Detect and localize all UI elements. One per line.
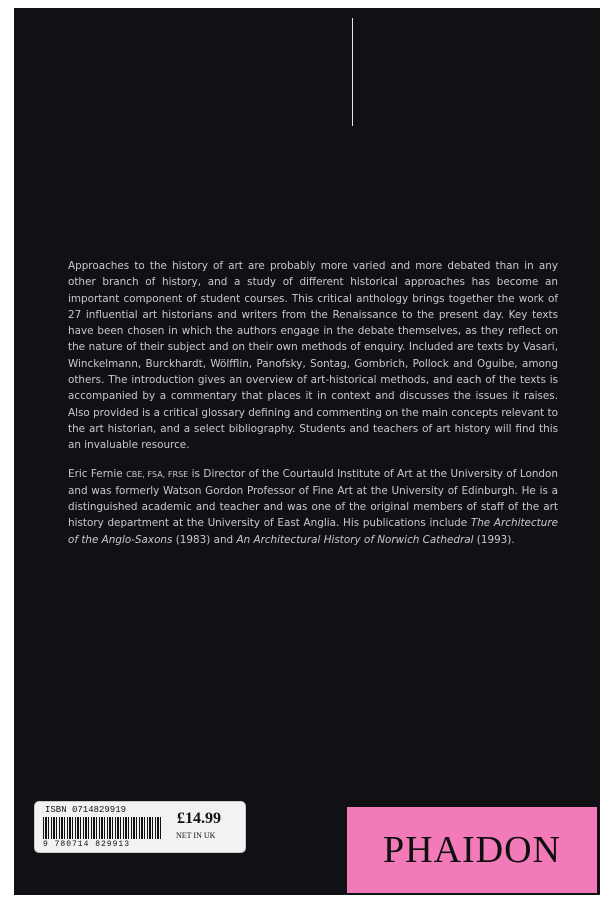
barcode xyxy=(43,817,163,839)
author-honours: CBE, FSA, FRSE xyxy=(126,469,189,479)
isbn-label: ISBN 0714829919 xyxy=(45,805,127,815)
author-bio: is Director of the Courtauld Institute of Art at the University of London and was formerly Watson Gordon Professor of Fine Art at the University of Edinburgh. He is a distinguished academic and teacher and was one of the original members of staff of the art history department at the University of East Anglia. His publications include xyxy=(68,467,558,530)
spine-line xyxy=(352,18,353,126)
publication-1: The Architecture of the Anglo-Saxons xyxy=(68,517,558,546)
blurb-text xyxy=(68,258,558,560)
publication-2-year: (1993). xyxy=(476,533,515,546)
publisher-name: PHAIDON xyxy=(383,829,561,871)
blurb-paragraph: Approaches to the history of art are probably more varied and more debated than in any other branch of history, and a study of different historical approaches has become an important component of student courses. This critical anthology brings together the work of 27 influential art historians and writers from the Renaissance to the present day. Key texts have been chosen in which the authors engage in the debate themselves, as they reflect on the nature of their subject and on their own methods of enquiry. Included are texts by Vasari, Winckelmann, Burckhardt, Wölfflin, Panofsky, Sontag, Gombrich, Pollock and Oguibe, among others. The introduction gives an overview of art-historical methods, and each of the texts is accompanied by a commentary that places it in context and discusses the issues it raises. Also provided is a critical glossary defining and commenting on the main concepts relevant to the art historian, and a select bibliography. Students and teachers of art history will find this an invaluable resource. xyxy=(68,260,558,452)
publisher-logo xyxy=(347,807,597,893)
net-label: NET IN UK xyxy=(176,831,216,840)
barcode-digits: 9 780714 829913 xyxy=(43,840,131,849)
author-paragraph xyxy=(68,466,558,548)
book-back-cover xyxy=(14,8,600,895)
publication-2: An Architectural History of Norwich Cathedral xyxy=(236,533,474,546)
price-label: £14.99 xyxy=(177,810,221,827)
publication-1-year: (1983) and xyxy=(175,533,234,546)
price-sticker xyxy=(34,801,246,853)
author-name: Eric Fernie xyxy=(68,467,123,480)
